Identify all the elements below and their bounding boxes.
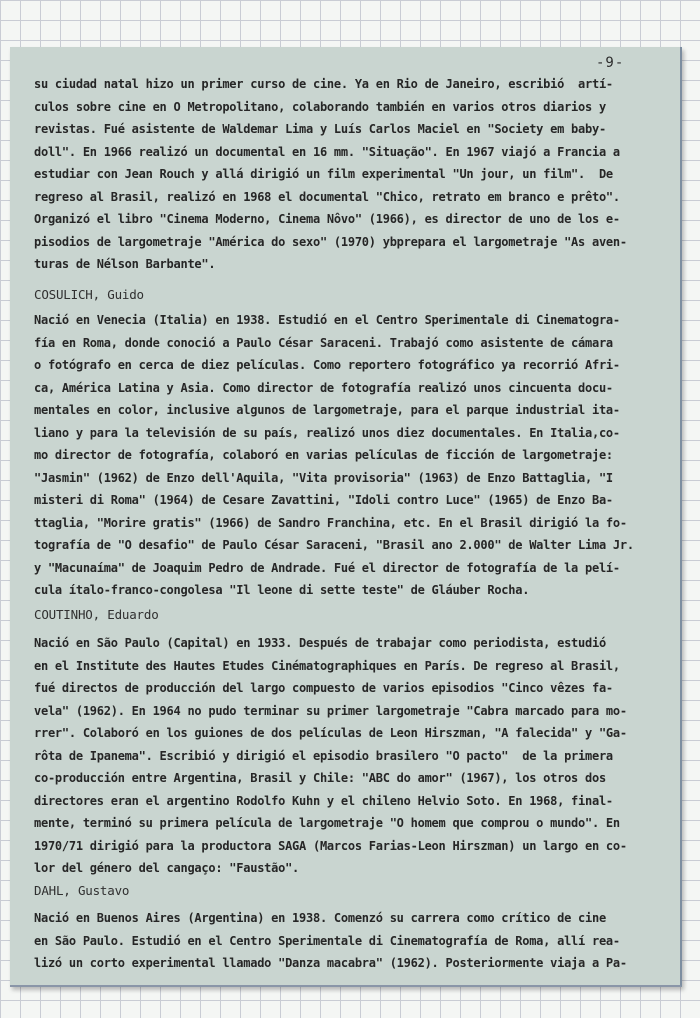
text-line: fía en Roma, donde conoció a Paulo César Saraceni. Trabajó como asistente de cámara xyxy=(34,335,613,350)
text-line: Nació en São Paulo (Capital) en 1933. Después de trabajar como periodista, estudió xyxy=(34,636,606,650)
text-line: vela" (1962). En 1964 no pudo terminar su primer largometraje "Cabra marcado para mo- xyxy=(34,703,627,718)
text-line: tografía de "O desafio" de Paulo César Saraceni, "Brasil ano 2.000" de Walter Lima Jr. xyxy=(34,538,634,552)
text-line: fué directos de producción del largo compuesto de varios episodios "Cinco vêzes fa- xyxy=(34,681,613,695)
cosulich-paragraph xyxy=(34,309,674,602)
typewritten-page xyxy=(10,47,682,987)
heading-dahl: DAHL, Gustavo xyxy=(34,883,130,898)
text-line: ttaglia, "Morire gratis" (1966) de Sandro Franchina, etc. En el Brasil dirigió la fo- xyxy=(34,515,627,530)
heading-cosulich: COSULICH, Guido xyxy=(34,287,144,302)
text-line: mo director de fotografía, colaboró en varias películas de ficción de largometraje: xyxy=(34,448,613,462)
text-line: turas de Nélson Barbante". xyxy=(34,257,216,271)
text-line: pisodios de largometraje "América do sexo" (1970) ybprepara el largometraje "As aven- xyxy=(34,234,627,249)
page-number: -9- xyxy=(596,55,625,71)
text-line: su ciudad natal hizo un primer curso de cine. Ya en Rio de Janeiro, escribió artí- xyxy=(34,77,613,91)
text-line: co-producción entre Argentina, Brasil y Chile: "ABC do amor" (1967), los otros dos xyxy=(34,771,606,785)
text-line: o fotógrafo en cerca de diez películas. Como reportero fotográfico ya recorrió Afri- xyxy=(34,358,620,372)
coutinho-paragraph xyxy=(34,632,674,880)
intro-paragraph xyxy=(34,73,674,276)
text-line: Organizó el libro "Cinema Moderno, Cinema Nôvo" (1966), es director de uno de los e- xyxy=(34,212,620,226)
text-line: y "Macunaíma" de Joaquim Pedro de Andrade. Fué el director de fotografía de la pelí- xyxy=(34,560,620,575)
text-line: liano y para la televisión de su país, realizó unos diez documentales. En Italia,co- xyxy=(34,425,620,440)
text-line: en el Institute des Hautes Etudes Cinématographiques en París. De regreso al Brasil, xyxy=(34,658,620,673)
text-line: regreso al Brasil, realizó en 1968 el documental "Chico, retrato em branco e prêto". xyxy=(34,189,620,204)
text-line: lizó un corto experimental llamado "Danza macabra" (1962). Posteriormente viaja a Pa- xyxy=(34,956,627,970)
text-line: mente, terminó su primera película de largometraje "O homem que comprou o mundo". En xyxy=(34,816,620,830)
text-line: cula ítalo-franco-congolesa "Il leone di sette teste" de Gláuber Rocha. xyxy=(34,583,530,597)
text-line: rrer". Colaboró en los guiones de dos películas de Leon Hirszman, "A falecida" y "Ga- xyxy=(34,726,627,740)
text-line: 1970/71 dirigió para la productora SAGA (Marcos Farias-Leon Hirszman) un largo en co- xyxy=(34,838,627,853)
text-line: rôta de Ipanema". Escribió y dirigió el episodio brasilero "O pacto" de la primera xyxy=(34,748,613,763)
text-line: en São Paulo. Estudió en el Centro Sperimentale di Cinematografía de Roma, allí rea- xyxy=(34,933,620,948)
text-line: revistas. Fué asistente de Waldemar Lima y Luís Carlos Maciel en "Society em baby- xyxy=(34,122,606,136)
dahl-paragraph xyxy=(34,907,674,975)
text-line: ca, América Latina y Asia. Como director de fotografía realizó unos cincuenta docu- xyxy=(34,380,613,395)
text-line: mentales en color, inclusive algunos de largometraje, para el parque industrial ita- xyxy=(34,403,620,417)
text-line: Nació en Buenos Aires (Argentina) en 1938. Comenzó su carrera como crítico de cine xyxy=(34,911,606,925)
text-line: doll". En 1966 realizó un documental en 16 mm. "Situação". En 1967 viajó a Francia a xyxy=(34,144,620,159)
text-line: estudiar con Jean Rouch y allá dirigió un film experimental "Un jour, un film". De xyxy=(34,167,613,181)
text-line: "Jasmin" (1962) de Enzo dell'Aquila, "Vita provisoria" (1963) de Enzo Battaglia, "I xyxy=(34,470,613,485)
text-line: directores eran el argentino Rodolfo Kuhn y el chileno Helvio Soto. En 1968, final- xyxy=(34,793,613,808)
text-line: lor del género del cangaço: "Faustão". xyxy=(34,861,300,875)
text-line: Nació en Venecia (Italia) en 1938. Estudió en el Centro Sperimentale di Cinematogra- xyxy=(34,313,620,327)
text-line: misteri di Roma" (1964) de Cesare Zavattini, "Idoli contro Luce" (1965) de Enzo Ba- xyxy=(34,493,613,507)
heading-coutinho: COUTINHO, Eduardo xyxy=(34,607,159,622)
text-line: culos sobre cine en O Metropolitano, colaborando también en varios otros diarios y xyxy=(34,99,606,114)
